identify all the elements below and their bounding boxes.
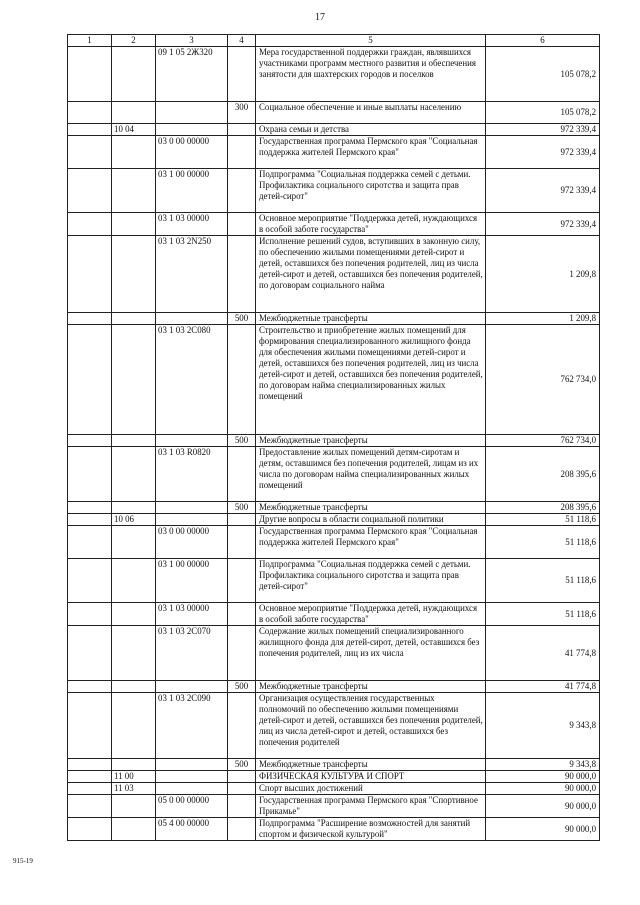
cell-c1 xyxy=(68,818,112,841)
cell-c3: 05 4 00 00000 xyxy=(156,818,228,841)
cell-c1 xyxy=(68,626,112,681)
cell-c3: 09 1 05 2Ж320 xyxy=(156,47,228,102)
cell-c6: 1 209,8 xyxy=(486,236,600,313)
table-row xyxy=(68,783,600,795)
cell-c1 xyxy=(68,136,112,169)
header-col-6: 6 xyxy=(486,35,600,47)
cell-c4 xyxy=(228,325,256,435)
cell-c2 xyxy=(112,526,156,559)
cell-c1 xyxy=(68,502,112,514)
cell-c2 xyxy=(112,818,156,841)
table-row xyxy=(68,313,600,325)
cell-c5: Спорт высших достижений xyxy=(256,783,486,795)
cell-c6: 972 339,4 xyxy=(486,169,600,213)
cell-c5: Охрана семьи и детства xyxy=(256,124,486,136)
cell-c3: 03 0 00 00000 xyxy=(156,136,228,169)
cell-c3: 03 1 03 2С080 xyxy=(156,325,228,435)
cell-c4 xyxy=(228,559,256,603)
cell-c1 xyxy=(68,325,112,435)
cell-c5: Государственная программа Пермского края "Социальная поддержка жителей Пермского края" xyxy=(256,526,486,559)
cell-c4 xyxy=(228,169,256,213)
cell-c4 xyxy=(228,818,256,841)
cell-c6: 208 395,6 xyxy=(486,502,600,514)
table-row xyxy=(68,325,600,435)
cell-c2 xyxy=(112,236,156,313)
cell-c4 xyxy=(228,236,256,313)
footer-code: 915-19 xyxy=(13,857,33,865)
cell-c5: Государственная программа Пермского края "Социальная поддержка жителей Пермского края" xyxy=(256,136,486,169)
cell-c6: 41 774,8 xyxy=(486,626,600,681)
table-row xyxy=(68,514,600,526)
cell-c1 xyxy=(68,313,112,325)
cell-c3 xyxy=(156,771,228,783)
cell-c6: 51 118,6 xyxy=(486,603,600,626)
cell-c3 xyxy=(156,124,228,136)
cell-c6: 762 734,0 xyxy=(486,325,600,435)
cell-c2 xyxy=(112,435,156,447)
header-col-1: 1 xyxy=(68,35,112,47)
cell-c4 xyxy=(228,771,256,783)
cell-c3: 03 0 00 00000 xyxy=(156,526,228,559)
table-row xyxy=(68,435,600,447)
cell-c1 xyxy=(68,693,112,759)
cell-c5: Основное мероприятие "Поддержка детей, нуждающихся в особой заботе государства" xyxy=(256,603,486,626)
cell-c4 xyxy=(228,447,256,502)
cell-c1 xyxy=(68,681,112,693)
cell-c6: 51 118,6 xyxy=(486,526,600,559)
cell-c1 xyxy=(68,102,112,124)
cell-c3: 03 1 03 2С090 xyxy=(156,693,228,759)
cell-c4 xyxy=(228,213,256,236)
cell-c1 xyxy=(68,47,112,102)
cell-c4 xyxy=(228,136,256,169)
page-number: 17 xyxy=(315,12,325,23)
table-row xyxy=(68,603,600,626)
cell-c3 xyxy=(156,435,228,447)
cell-c4 xyxy=(228,795,256,818)
cell-c2 xyxy=(112,102,156,124)
cell-c2 xyxy=(112,136,156,169)
cell-c1 xyxy=(68,795,112,818)
cell-c3 xyxy=(156,514,228,526)
cell-c2 xyxy=(112,693,156,759)
cell-c6: 972 339,4 xyxy=(486,213,600,236)
cell-c5: Государственная программа Пермского края "Спортивное Прикамье" xyxy=(256,795,486,818)
cell-c5: Мера государственной поддержки граждан, являвшихся участниками программ местного развития и обеспечения занятости для шахтерских городов и поселков xyxy=(256,47,486,102)
cell-c3: 05 0 00 00000 xyxy=(156,795,228,818)
cell-c1 xyxy=(68,447,112,502)
cell-c1 xyxy=(68,435,112,447)
cell-c1 xyxy=(68,603,112,626)
cell-c5: Межбюджетные трансферты xyxy=(256,313,486,325)
table-row xyxy=(68,771,600,783)
header-col-4: 4 xyxy=(228,35,256,47)
cell-c4 xyxy=(228,514,256,526)
cell-c5: Содержание жилых помещений специализированного жилищного фонда для детей-сирот, детей, оставшихся без попечения родителей, лиц из их числа xyxy=(256,626,486,681)
cell-c5: Организация осуществления государственных полномочий по обеспечению жилыми помещениями детей-сирот и детей, оставшихся без попечения родителей, лиц из числа детей-сирот и детей, оставшихся без попечения родителей xyxy=(256,693,486,759)
table-row xyxy=(68,213,600,236)
cell-c6: 90 000,0 xyxy=(486,771,600,783)
cell-c2 xyxy=(112,47,156,102)
cell-c2: 10 04 xyxy=(112,124,156,136)
header-col-3: 3 xyxy=(156,35,228,47)
cell-c2 xyxy=(112,213,156,236)
cell-c2: 10 06 xyxy=(112,514,156,526)
cell-c4: 500 xyxy=(228,502,256,514)
cell-c3: 03 1 03 2С070 xyxy=(156,626,228,681)
table-row xyxy=(68,681,600,693)
table-row xyxy=(68,818,600,841)
cell-c6: 208 395,6 xyxy=(486,447,600,502)
cell-c2 xyxy=(112,447,156,502)
header-col-5: 5 xyxy=(256,35,486,47)
table-row xyxy=(68,102,600,124)
cell-c3: 03 1 03 00000 xyxy=(156,213,228,236)
table-row xyxy=(68,136,600,169)
cell-c5: Подпрограмма "Расширение возможностей для занятий спортом и физической культурой" xyxy=(256,818,486,841)
cell-c2 xyxy=(112,795,156,818)
table-row xyxy=(68,559,600,603)
cell-c1 xyxy=(68,213,112,236)
cell-c5: Основное мероприятие "Поддержка детей, нуждающихся в особой заботе государства" xyxy=(256,213,486,236)
cell-c6: 41 774,8 xyxy=(486,681,600,693)
cell-c6: 9 343,8 xyxy=(486,759,600,771)
cell-c2 xyxy=(112,603,156,626)
cell-c3: 03 1 00 00000 xyxy=(156,559,228,603)
cell-c4 xyxy=(228,603,256,626)
table-row xyxy=(68,502,600,514)
cell-c6: 9 343,8 xyxy=(486,693,600,759)
table-row xyxy=(68,626,600,681)
cell-c6: 90 000,0 xyxy=(486,818,600,841)
table-row xyxy=(68,236,600,313)
cell-c2 xyxy=(112,759,156,771)
cell-c3: 03 1 00 00000 xyxy=(156,169,228,213)
cell-c5: Межбюджетные трансферты xyxy=(256,681,486,693)
cell-c2 xyxy=(112,681,156,693)
cell-c1 xyxy=(68,124,112,136)
cell-c5: Межбюджетные трансферты xyxy=(256,502,486,514)
cell-c4 xyxy=(228,626,256,681)
cell-c6: 51 118,6 xyxy=(486,514,600,526)
cell-c5: Подпрограмма "Социальная поддержка семей с детьми. Профилактика социального сиротства и защита прав детей-сирот" xyxy=(256,169,486,213)
cell-c5: Межбюджетные трансферты xyxy=(256,759,486,771)
cell-c4: 300 xyxy=(228,102,256,124)
cell-c3 xyxy=(156,502,228,514)
cell-c5: ФИЗИЧЕСКАЯ КУЛЬТУРА И СПОРТ xyxy=(256,771,486,783)
cell-c3 xyxy=(156,783,228,795)
header-col-2: 2 xyxy=(112,35,156,47)
cell-c5: Предоставление жилых помещений детям-сиротам и детям, оставшимся без попечения родителей, лицам из их числа по договорам найма специализированных жилых помещений xyxy=(256,447,486,502)
cell-c6: 51 118,6 xyxy=(486,559,600,603)
cell-c3: 03 1 03 R0820 xyxy=(156,447,228,502)
table-body xyxy=(68,47,600,841)
cell-c1 xyxy=(68,169,112,213)
cell-c6: 90 000,0 xyxy=(486,795,600,818)
table-header-row xyxy=(68,35,600,47)
cell-c6: 105 078,2 xyxy=(486,47,600,102)
cell-c4 xyxy=(228,47,256,102)
table-row xyxy=(68,526,600,559)
budget-table xyxy=(67,34,600,841)
cell-c2: 11 00 xyxy=(112,771,156,783)
cell-c1 xyxy=(68,771,112,783)
table-row xyxy=(68,47,600,102)
table-row xyxy=(68,124,600,136)
table-row xyxy=(68,169,600,213)
cell-c4: 500 xyxy=(228,681,256,693)
cell-c5: Социальное обеспечение и иные выплаты населению xyxy=(256,102,486,124)
cell-c6: 1 209,8 xyxy=(486,313,600,325)
cell-c3 xyxy=(156,102,228,124)
cell-c2 xyxy=(112,313,156,325)
cell-c1 xyxy=(68,783,112,795)
cell-c1 xyxy=(68,526,112,559)
cell-c4: 500 xyxy=(228,759,256,771)
cell-c3 xyxy=(156,759,228,771)
cell-c3: 03 1 03 2N250 xyxy=(156,236,228,313)
cell-c3 xyxy=(156,313,228,325)
cell-c6: 105 078,2 xyxy=(486,102,600,124)
cell-c6: 90 000,0 xyxy=(486,783,600,795)
cell-c4: 500 xyxy=(228,313,256,325)
cell-c5: Подпрограмма "Социальная поддержка семей с детьми. Профилактика социального сиротства и защита прав детей-сирот" xyxy=(256,559,486,603)
cell-c1 xyxy=(68,759,112,771)
table-row xyxy=(68,759,600,771)
cell-c6: 972 339,4 xyxy=(486,136,600,169)
cell-c4: 500 xyxy=(228,435,256,447)
cell-c2 xyxy=(112,559,156,603)
cell-c2: 11 03 xyxy=(112,783,156,795)
cell-c5: Строительство и приобретение жилых помещений для формирования специализированного жилищного фонда для обеспечения жилыми помещениями детей-сирот и детей, оставшихся без попечения родителей, лиц из числа детей-сирот и детей, оставшихся без попечения родителей, по договорам найма специализированных жилых помещений xyxy=(256,325,486,435)
table-row xyxy=(68,447,600,502)
cell-c3: 03 1 03 00000 xyxy=(156,603,228,626)
cell-c2 xyxy=(112,502,156,514)
cell-c5: Исполнение решений судов, вступивших в законную силу, по обеспечению жилыми помещениями детей-сирот и детей, оставшихся без попечения родителей, лиц из числа детей-сирот и детей, оставшихся без попечения родителей, по договорам социального найма xyxy=(256,236,486,313)
cell-c4 xyxy=(228,124,256,136)
cell-c1 xyxy=(68,559,112,603)
cell-c6: 762 734,0 xyxy=(486,435,600,447)
cell-c6: 972 339,4 xyxy=(486,124,600,136)
cell-c1 xyxy=(68,236,112,313)
cell-c5: Межбюджетные трансферты xyxy=(256,435,486,447)
cell-c2 xyxy=(112,626,156,681)
table-row xyxy=(68,795,600,818)
cell-c1 xyxy=(68,514,112,526)
table-row xyxy=(68,693,600,759)
cell-c4 xyxy=(228,693,256,759)
cell-c5: Другие вопросы в области социальной политики xyxy=(256,514,486,526)
cell-c2 xyxy=(112,325,156,435)
cell-c2 xyxy=(112,169,156,213)
cell-c3 xyxy=(156,681,228,693)
cell-c4 xyxy=(228,526,256,559)
cell-c4 xyxy=(228,783,256,795)
